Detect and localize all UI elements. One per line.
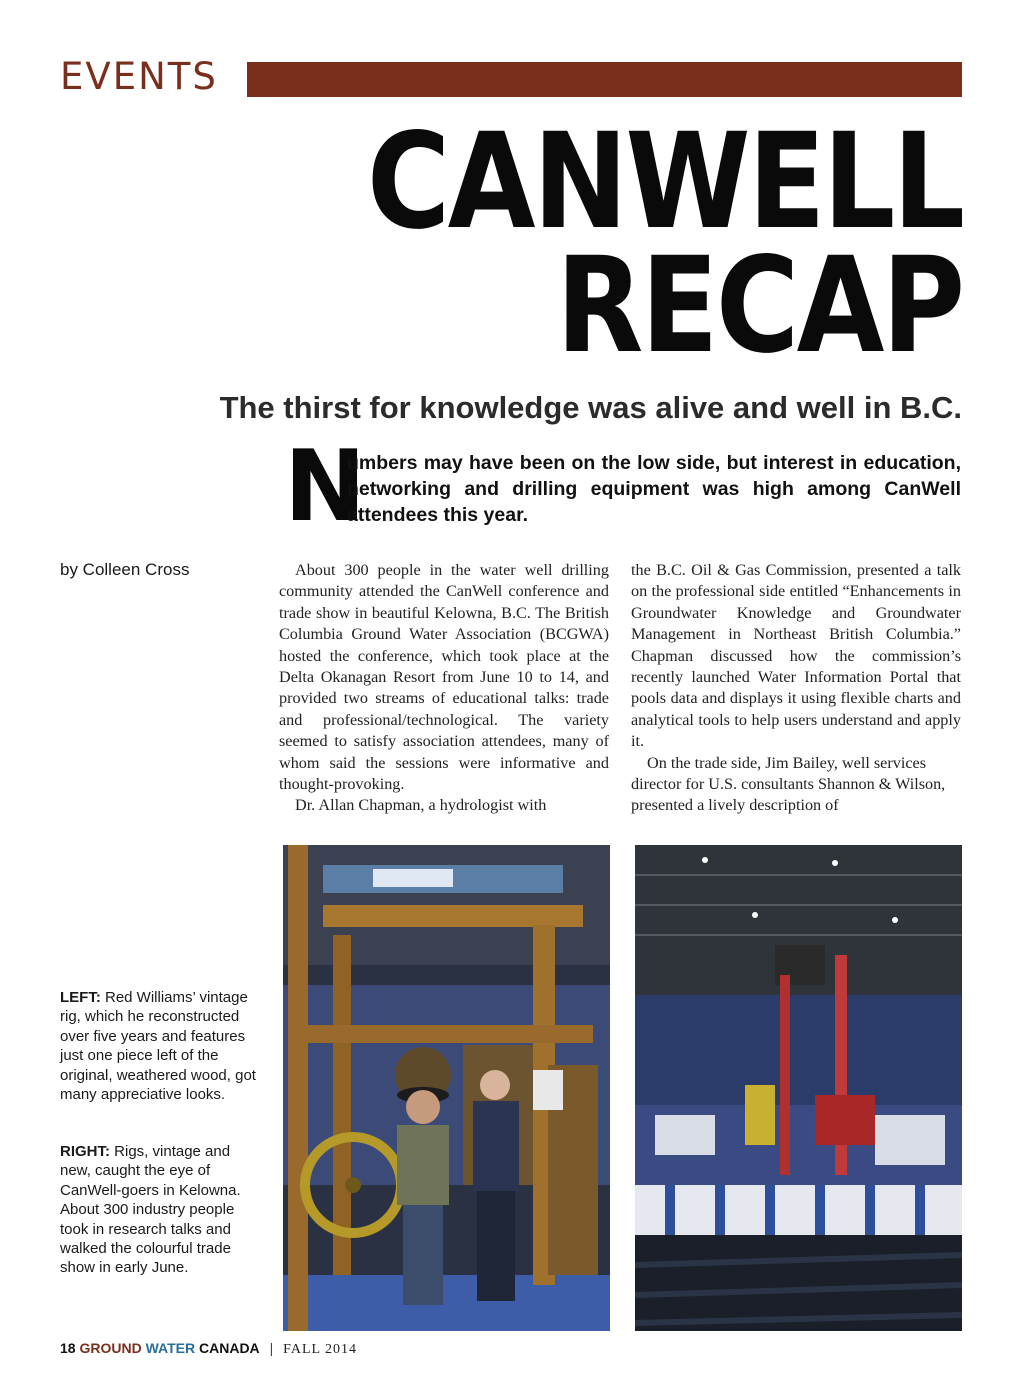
photo-vintage-rig [283,845,610,1331]
caption-left [60,988,260,1104]
vintage-rig-image [283,845,610,1331]
section-rule [247,62,962,97]
page-number: 18 [60,1340,76,1356]
caption-left-text: Red Williams’ vintage rig, which he reconstructed over five years and features just one piece left of the original, weathered wood, got many appreciative looks. [60,989,256,1104]
byline: by Colleen Cross [60,560,190,579]
section-label: EVENTS [60,55,218,98]
subhead: The thirst for knowledge was alive and well in B.C. [219,390,962,425]
section-header [60,55,962,100]
magazine-name-water: WATER [145,1340,196,1356]
headline-line-1: CANWELL [366,105,962,259]
deck-text: umbers may have been on the low side, but interest in education, networking and drilling equipment was high among CanWell attendees this year. [347,452,961,526]
caption-right-label: RIGHT: [60,1143,110,1160]
headline [366,105,962,383]
body-column-2 [631,560,961,817]
headline-line-2: RECAP [555,229,962,383]
body-paragraph: the B.C. Oil & Gas Commission, presented a talk on the professional side entitled “Enhancements in Groundwater Knowledge and Groundwater Management in Northeast British Columbia.” Chapman discussed how the commission’s recently launched Water Information Portal that pools data and displays it using flexible charts and analytical tools to help users understand and apply it. [631,561,961,751]
footer-separator: | [269,1340,274,1356]
body-paragraph: Dr. Allan Chapman, a hydrologist with [295,796,547,815]
drop-cap: N [284,430,367,544]
body-paragraph: About 300 people in the water well drilling community attended the CanWell conference and trade show in beautiful Kelowna, B.C. The British Columbia Ground Water Association (BCGWA) hosted the conference, which took place at the Delta Okanagan Resort from June 10 to 14, and provided two streams of educational talks: trade and professional/technological. The variety seemed to satisfy association attendees, many of whom said the sessions were informative and thought-provoking. [279,561,609,794]
trade-show-image [635,845,962,1331]
magazine-name-canada: CANADA [199,1340,260,1356]
caption-right-text: Rigs, vintage and new, caught the eye of CanWell-goers in Kelowna. About 300 industry people took in research talks and walked the colourful trade show in early June. [60,1143,241,1277]
magazine-name-ground: GROUND [79,1340,142,1356]
photo-trade-show [635,845,962,1331]
caption-left-label: LEFT: [60,989,101,1006]
body-column-1 [279,560,609,817]
body-paragraph: On the trade side, Jim Bailey, well services director for U.S. consultants Shannon & Wilson, presented a lively description of [631,753,946,815]
page-footer [60,1340,357,1358]
issue-label: FALL 2014 [283,1342,358,1357]
caption-right [60,1142,260,1278]
